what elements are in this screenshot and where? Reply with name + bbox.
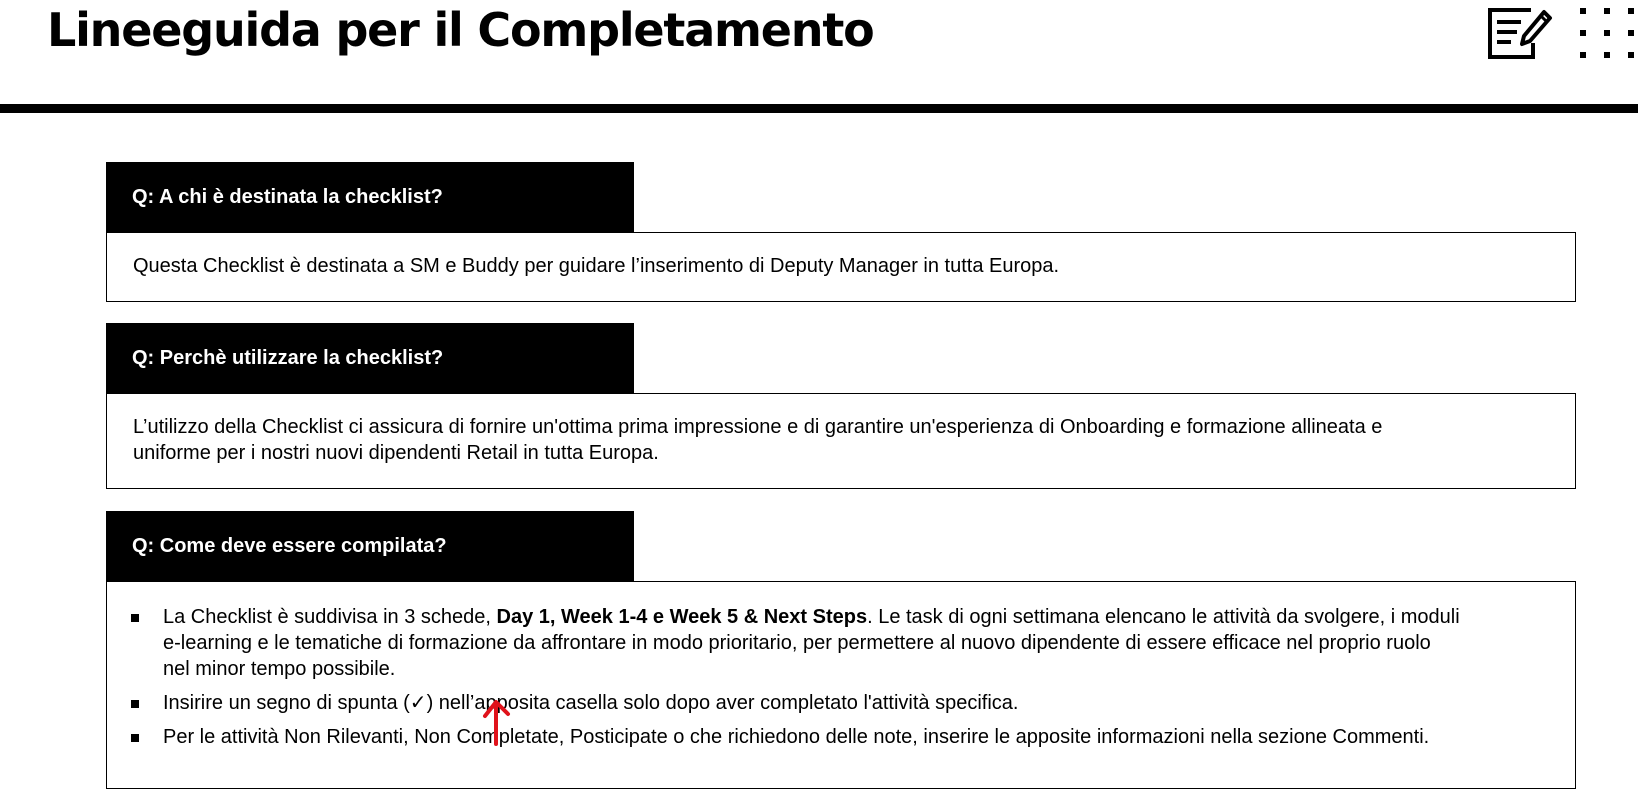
list-item-text: Insirire un segno di spunta (✓) nell’apposita casella solo dopo aver completato l'attività specifica. bbox=[163, 692, 1019, 714]
faq-section-how-to bbox=[106, 511, 1576, 789]
list-item-bold-text: Day 1, Week 1-4 e Week 5 & Next Steps bbox=[496, 606, 868, 628]
faq-answer-box bbox=[106, 581, 1576, 789]
faq-section-purpose bbox=[106, 323, 1576, 489]
red-arrow-cursor-icon bbox=[480, 696, 512, 746]
faq-answer-text: Questa Checklist è destinata a SM e Buddy per guidare l’inserimento di Deputy Manager in tutta Europa. bbox=[133, 255, 1060, 277]
instructions-list bbox=[131, 604, 1575, 750]
faq-question: Q: Come deve essere compilata? bbox=[106, 511, 634, 581]
list-item-text: La Checklist è suddivisa in 3 schede, bbox=[163, 606, 497, 628]
square-bullet-icon bbox=[131, 700, 139, 708]
header-divider bbox=[0, 104, 1638, 113]
page-title: Lineeguida per il Completamento bbox=[47, 3, 874, 57]
list-item bbox=[131, 690, 1463, 716]
list-item bbox=[131, 724, 1583, 750]
faq-answer-text: L’utilizzo della Checklist ci assicura di fornire un'ottima prima impressione e di garantire un'esperienza di Onboarding e formazione allineata e uniforme per i nostri nuovi dipendenti Retail in tutta Europa. bbox=[133, 416, 1383, 464]
list-item bbox=[131, 604, 1463, 682]
list-item-text: . Le task di ogni settimana elencano le attività da svolgere, i moduli e-learning e le tematiche di formazione da affrontare in modo prioritario, per permettere al nuovo dipendente di essere efficace nel proprio ruolo nel minor tempo possibile. bbox=[163, 606, 1460, 680]
faq-section-target bbox=[106, 162, 1576, 302]
faq-question: Q: Perchè utilizzare la checklist? bbox=[106, 323, 634, 393]
faq-question: Q: A chi è destinata la checklist? bbox=[106, 162, 634, 232]
checklist-edit-icon[interactable] bbox=[1487, 5, 1553, 61]
square-bullet-icon bbox=[131, 734, 139, 742]
faq-answer-box bbox=[106, 393, 1576, 489]
faq-answer-box bbox=[106, 232, 1576, 302]
list-item-text: Per le attività Non Rilevanti, Non Completate, Posticipate o che richiedono delle note, inserire le apposite informazioni nella sezione Commenti. bbox=[163, 726, 1430, 748]
square-bullet-icon bbox=[131, 614, 139, 622]
dotted-grid-icon[interactable] bbox=[1578, 6, 1638, 60]
